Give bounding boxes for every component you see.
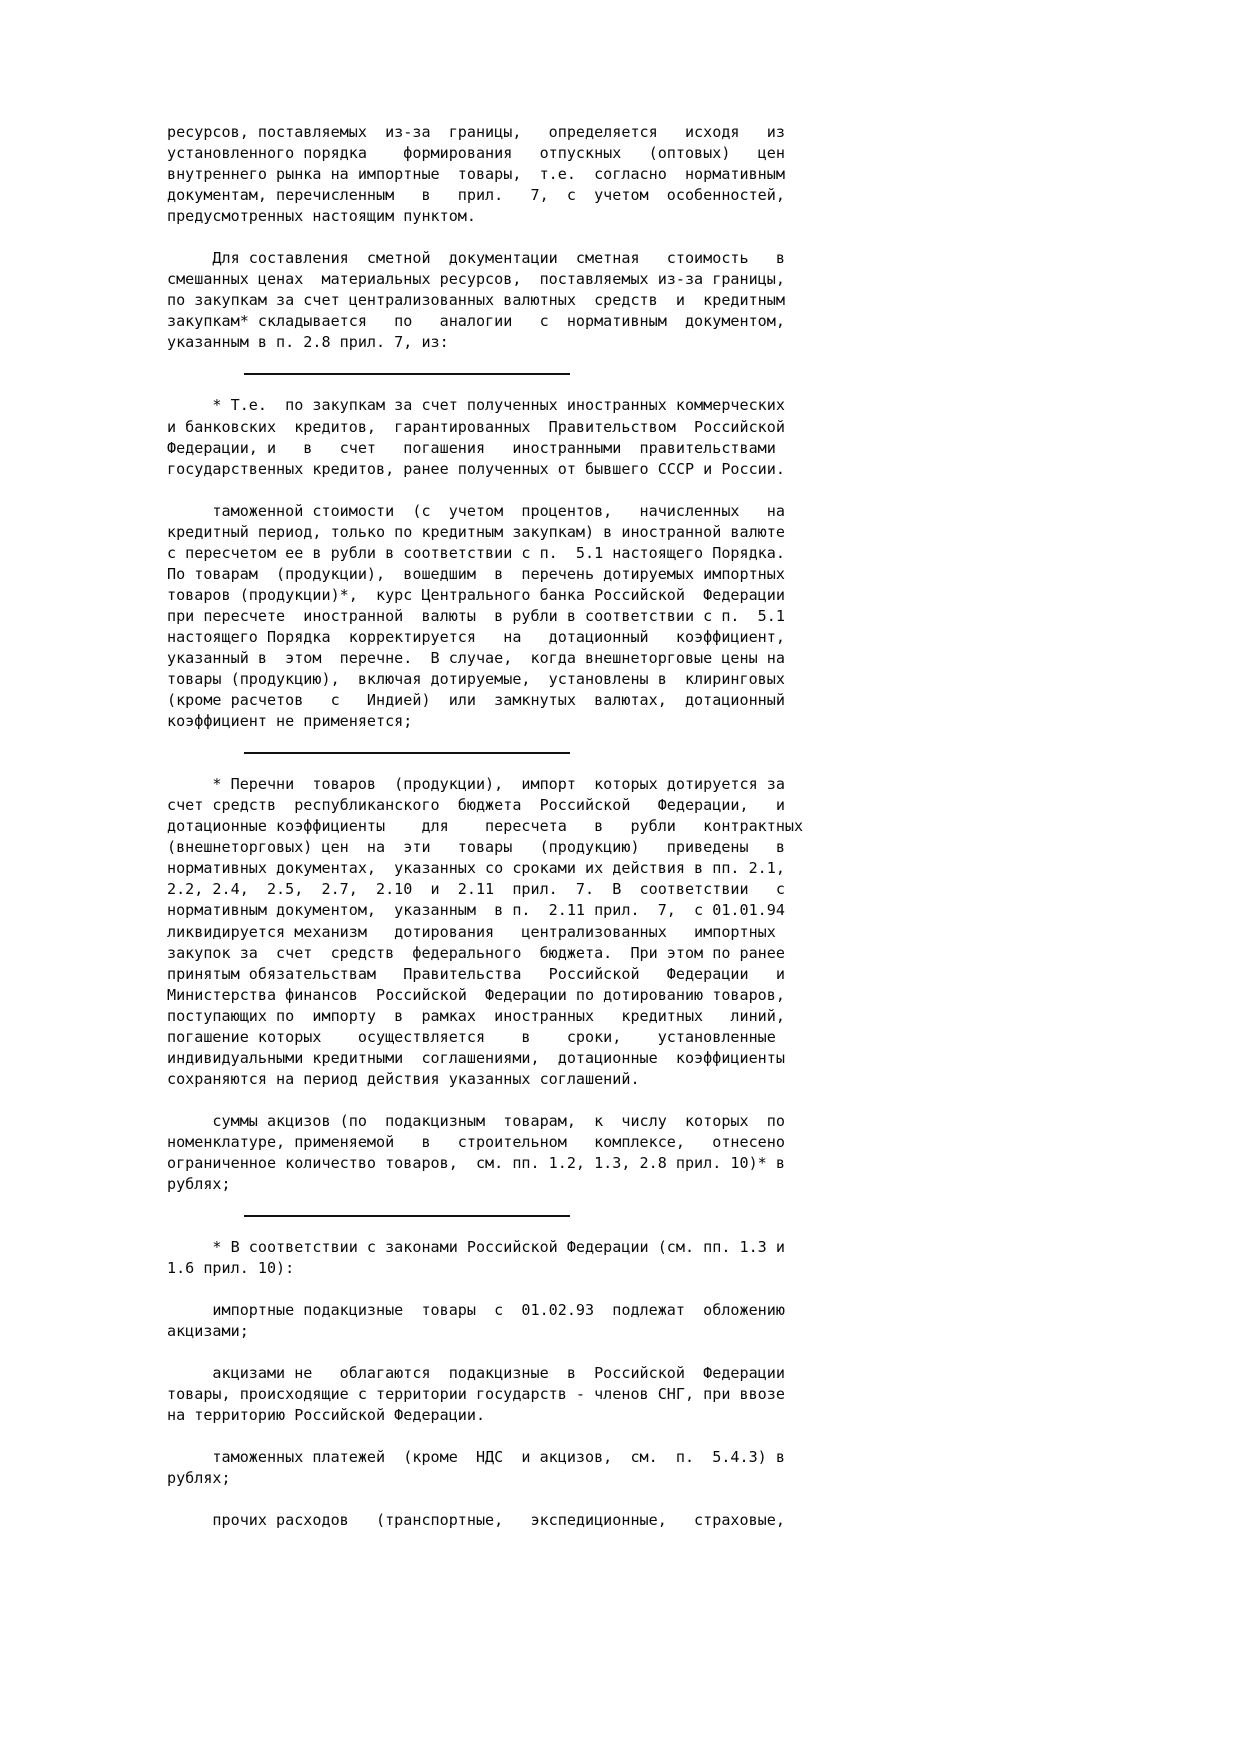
horizontal-rule [244, 373, 570, 375]
text-line: * Перечни товаров (продукции), импорт которых дотируется за [167, 775, 785, 794]
text-line: сохраняются на период действия указанных соглашений. [167, 1069, 640, 1088]
text-line: принятым обязательствам Правительства Российской Федерации и [167, 964, 785, 983]
text-line: акцизами не облагаются подакцизные в Российской Федерации [167, 1364, 785, 1383]
text-line: товары, происходящие с территории государств - членов СНГ, при ввозе [167, 1385, 785, 1404]
text-line: (кроме расчетов с Индией) или замкнутых валютах, дотационный [167, 691, 785, 710]
text-line: закупкам* складывается по аналогии с нормативным документом, [167, 312, 785, 331]
text-line: номенклатуре, применяемой в строительном комплексе, отнесено [167, 1132, 785, 1151]
text-line: товары (продукцию), включая дотируемые, установлены в клиринговых [167, 670, 785, 689]
text-line: Для составления сметной документации сметная стоимость в [167, 249, 785, 268]
horizontal-rule [244, 1215, 570, 1217]
paragraph-gap [167, 227, 1073, 248]
document-text-body [167, 122, 1073, 1532]
text-line: ресурсов, поставляемых из-за границы, определяется исходя из [167, 123, 785, 141]
text-line: указанным в п. 2.8 прил. 7, из: [167, 333, 449, 352]
text-line: установленного порядка формирования отпускных (оптовых) цен [167, 144, 785, 163]
text-line: 2.2, 2.4, 2.5, 2.7, 2.10 и 2.11 прил. 7. В соответствии с [167, 880, 785, 899]
paragraph-customs-value [167, 501, 1073, 733]
paragraph-gap [167, 1342, 1073, 1363]
footnote-separator-rule-2 [167, 732, 1073, 774]
text-line: погашение которых осуществляется в сроки, установленные [167, 1027, 776, 1046]
text-line: нормативных документах, указанных со сроками их действия в пп. 2.1, [167, 859, 785, 878]
text-line: Федерации, и в счет погашения иностранными правительствами [167, 438, 776, 457]
text-line: акцизами; [167, 1322, 249, 1341]
text-line: 1.6 прил. 10): [167, 1259, 295, 1278]
paragraph-gap [167, 1090, 1073, 1111]
paragraph-cis-exemption [167, 1363, 1073, 1426]
text-line: прочих расходов (транспортные, экспедиционные, страховые, [167, 1511, 785, 1530]
footnote-separator-rule-1 [167, 353, 1073, 395]
text-line: документам, перечисленным в прил. 7, с учетом особенностей, [167, 186, 785, 205]
text-line: закупок за счет средств федерального бюджета. При этом по ранее [167, 943, 785, 962]
text-line: с пересчетом ее в рубли в соответствии с п. 5.1 настоящего Порядка. [167, 543, 785, 562]
paragraph-gap [167, 1489, 1073, 1510]
text-line: внутреннего рынка на импортные товары, т.е. согласно нормативным [167, 165, 785, 184]
text-line: * В соответствии с законами Российской Федерации (см. пп. 1.3 и [167, 1238, 785, 1257]
text-line: указанный в этом перечне. В случае, когда внешнеторговые цены на [167, 648, 785, 667]
text-line: суммы акцизов (по подакцизным товарам, к числу которых по [167, 1111, 785, 1130]
text-line: счет средств республиканского бюджета Российской Федерации, и [167, 796, 785, 815]
text-line: и банковских кредитов, гарантированных Правительством Российской [167, 417, 785, 436]
paragraph-gap [167, 480, 1073, 501]
text-line: поступающих по импорту в рамках иностранных кредитных линий, [167, 1006, 785, 1025]
text-line: ликвидируется механизм дотирования централизованных импортных [167, 922, 776, 941]
text-line: (внешнеторговых) цен на эти товары (продукцию) приведены в [167, 838, 785, 857]
text-line: предусмотренных настоящим пунктом. [167, 207, 476, 226]
paragraph-excise-sums [167, 1111, 1073, 1195]
paragraph-gap [167, 1279, 1073, 1300]
footnote-excise-laws-intro [167, 1237, 1073, 1279]
text-line: нормативным документом, указанным в п. 2.11 прил. 7, с 01.01.94 [167, 901, 785, 920]
paragraph-customs-payments [167, 1447, 1073, 1489]
paragraph-other-expenses [167, 1510, 1073, 1531]
text-line: по закупкам за счет централизованных валютных средств и кредитным [167, 291, 785, 310]
text-line: рублях; [167, 1469, 231, 1488]
text-line: кредитный период, только по кредитным закупкам) в иностранной валюте [167, 522, 785, 541]
text-line: коэффициент не применяется; [167, 712, 413, 731]
text-line: таможенной стоимости (с учетом процентов, начисленных на [167, 501, 785, 520]
text-line: товаров (продукции)*, курс Центрального банка Российской Федерации [167, 585, 785, 604]
paragraph-gap [167, 1426, 1073, 1447]
text-line: государственных кредитов, ранее полученных от бывшего СССР и России. [167, 459, 785, 478]
text-line: рублях; [167, 1175, 231, 1194]
horizontal-rule [244, 752, 570, 754]
text-line: смешанных ценах материальных ресурсов, поставляемых из-за границы, [167, 270, 785, 289]
text-line: Министерства финансов Российской Федерации по дотированию товаров, [167, 985, 785, 1004]
paragraph-mixed-price-estimate [167, 248, 1073, 353]
text-line: настоящего Порядка корректируется на дотационный коэффициент, [167, 627, 785, 646]
text-line: По товарам (продукции), вошедшим в перечень дотируемых импортных [167, 564, 785, 583]
paragraph-imported-excisable-goods [167, 1300, 1073, 1342]
footnote-separator-rule-3 [167, 1195, 1073, 1237]
text-line: таможенных платежей (кроме НДС и акцизов, см. п. 5.4.3) в [167, 1448, 785, 1467]
footnote-subsidy-lists-and-coefficients [167, 774, 1073, 1090]
text-line: дотационные коэффициенты для пересчета в рубли контрактных [167, 817, 804, 836]
text-line: * Т.е. по закупкам за счет полученных иностранных коммерческих [167, 396, 785, 415]
text-line: при пересчете иностранной валюты в рубли в соответствии с п. 5.1 [167, 606, 785, 625]
text-line: импортные подакцизные товары с 01.02.93 подлежат обложению [167, 1301, 785, 1320]
text-line: на территорию Российской Федерации. [167, 1406, 486, 1425]
text-line: ограниченное количество товаров, см. пп. 1.2, 1.3, 2.8 прил. 10)* в [167, 1153, 785, 1172]
footnote-foreign-commercial-credits [167, 395, 1073, 479]
text-line: индивидуальными кредитными соглашениями, дотационные коэффициенты [167, 1048, 785, 1067]
paragraph-import-resources-pricing [167, 122, 1073, 227]
